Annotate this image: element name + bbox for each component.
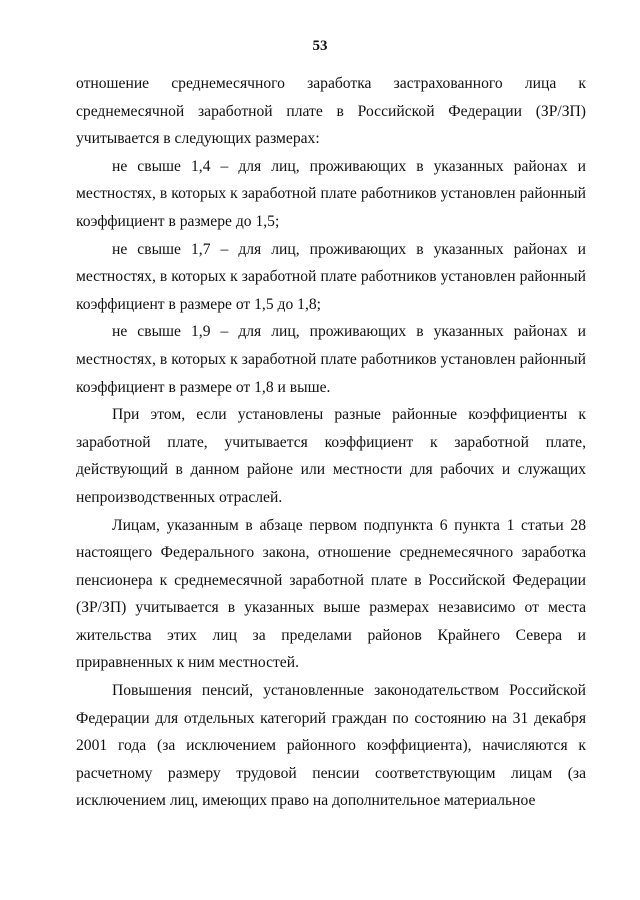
paragraph-limit-1-4: не свыше 1,4 – для лиц, проживающих в указанных районах и местностях, в которых к заработной плате работников установлен районный коэффициент в размере до 1,5; bbox=[76, 157, 586, 230]
paragraph-pension-increases: Повышения пенсий, установленные законодательством Российской Федерации для отдельных категорий граждан по состоянию на 31 декабря 2001 года (за исключением районного коэффициента), начисляются к расчетному размеру трудовой пенсии соответствующим лицам (за исключением лиц, имеющих право на дополнительное материальное bbox=[76, 682, 586, 810]
paragraph-coefficients: При этом, если установлены разные районные коэффициенты к заработной плате, учитывается коэффициент к заработной плате, действующий в данном районе или местности для рабочих и служащих непроизводственных отраслей. bbox=[76, 406, 586, 506]
paragraph-limit-1-9: не свыше 1,9 – для лиц, проживающих в указанных районах и местностях, в которых к заработной плате работников установлен районный коэффициент в размере от 1,8 и выше. bbox=[76, 323, 586, 396]
paragraph-intro: отношение среднемесячного заработка застрахованного лица к среднемесячной заработной плате в Российской Федерации (ЗР/ЗП) учитывается в следующих размерах: bbox=[76, 75, 586, 148]
page-number: 53 bbox=[312, 38, 328, 54]
paragraph-article-28: Лицам, указанным в абзаце первом подпункта 6 пункта 1 статьи 28 настоящего Федерального закона, отношение среднемесячного заработка пенсионера к среднемесячной заработной плате в Российской Федерации (ЗР/ЗП) учитывается в указанных выше размерах независимо от места жительства этих лиц за пределами районов Крайнего Севера и приравненных к ним местностей. bbox=[76, 516, 586, 672]
document-body bbox=[76, 70, 586, 815]
paragraph-limit-1-7: не свыше 1,7 – для лиц, проживающих в указанных районах и местностях, в которых к заработной плате работников установлен районный коэффициент в размере от 1,5 до 1,8; bbox=[76, 240, 586, 313]
